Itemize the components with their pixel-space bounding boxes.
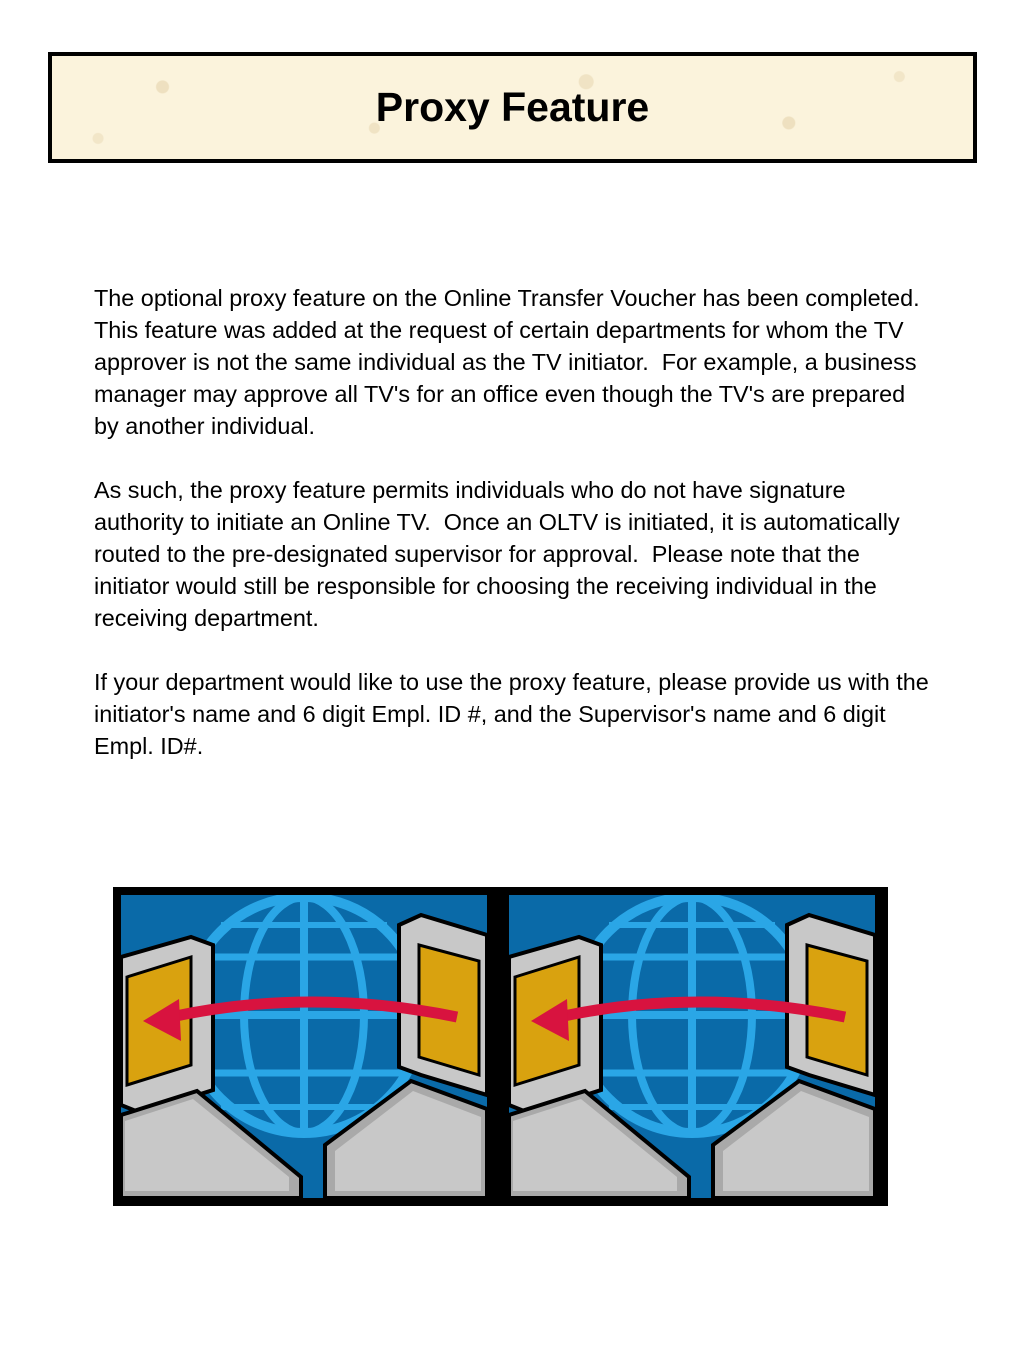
paragraph-1: The optional proxy feature on the Online Transfer Voucher has been completed. This feature was added at the request of certain departments for whom the TV approver is not the same individual as the TV initiator. For example, a business manager may approve all TV's for an office even though the TV's are prepared by another individual. [94,285,939,439]
page-title: Proxy Feature [375,84,650,130]
body-text [94,282,939,794]
network-transfer-clipart [113,887,888,1206]
title-box [48,52,977,163]
clipart-svg [113,887,888,1206]
paragraph-3: If your department would like to use the proxy feature, please provide us with the initiator's name and 6 digit Empl. ID #, and the Supervisor's name and 6 digit Empl. ID#. [94,669,936,759]
clipart-panel-left [121,895,487,1198]
clipart-panel-right [509,895,875,1198]
paragraph-2: As such, the proxy feature permits individuals who do not have signature authority to initiate an Online TV. Once an OLTV is initiated, it is automatically routed to the pre-designated supervisor for approval. Please note that the initiator would still be responsible for choosing the receiving individual in the receiving department. [94,477,907,631]
